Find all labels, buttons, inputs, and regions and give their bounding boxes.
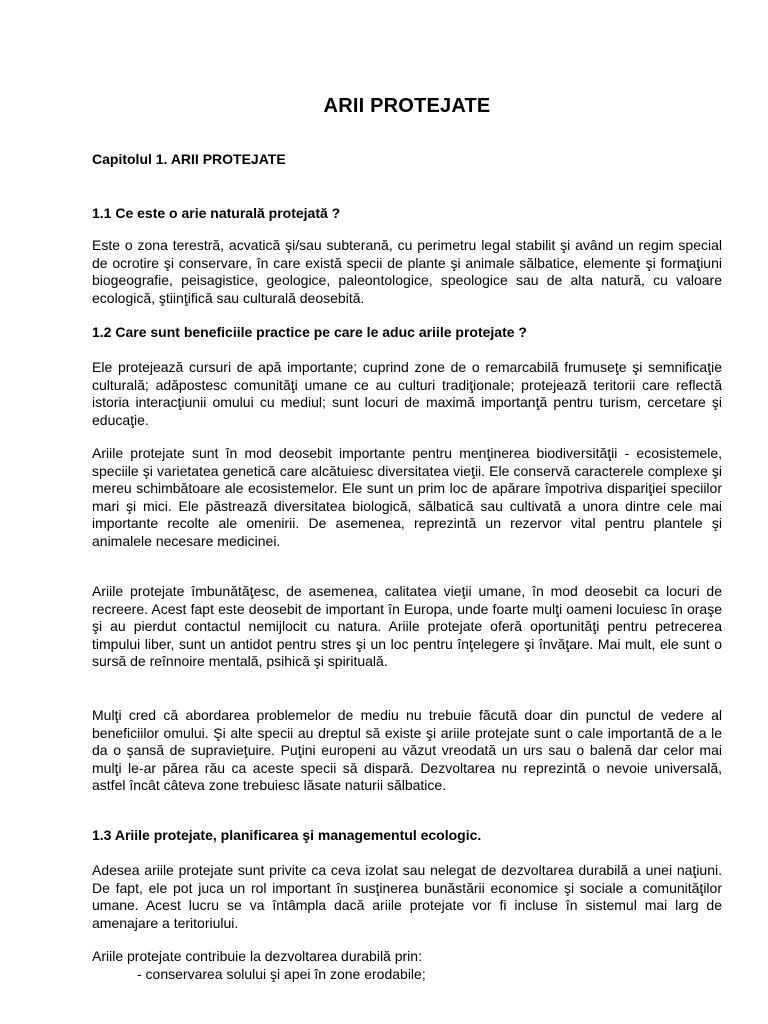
document-title: ARII PROTEJATE bbox=[323, 95, 491, 117]
section-1-2-paragraph-2: Ariile protejate sunt în mod deosebit importante pentru menţinerea biodiversităţii - ecosistemele, speciile şi varietatea genetică care alcătuiesc diversitatea vieţii. Ele conservă caracterele complexe şi mereu schimbătoare ale ecosistemelor. Ele sunt un prim loc de apărare împotriva dispariţiei speciilor mari şi mici. Ele păstrează diversitatea biologică, sălbatică sau cultivată a unora dintre cele mai importante recolte ale omenirii. De asemenea, reprezintă un rezervor vital pentru plantele şi animalele necesare medicinei. bbox=[92, 445, 722, 549]
section-1-3-heading: 1.3 Ariile protejate, planificarea şi managementul ecologic. bbox=[92, 827, 482, 843]
section-1-2-paragraph-3: Ariile protejate îmbunătăţesc, de asemenea, calitatea vieţii umane, în mod deosebit ca locuri de recreere. Acest fapt este deosebit de important în Europa, unde foarte mulţi oameni locuiesc în oraşe şi au pierdut contactul nemijlocit cu natura. Ariile protejate oferă oportunităţi pentru petrecerea timpului liber, sunt un antidot pentru stres şi un loc pentru înţelegere şi învăţare. Mai mult, ele sunt o sursă de reînnoire mentală, psihică şi spirituală. bbox=[92, 583, 722, 669]
section-1-2-paragraph-4: Mulţi cred că abordarea problemelor de mediu nu trebuie făcută doar din punctul de vedere al beneficiilor omului. Şi alte specii au dreptul să existe şi ariile protejate sunt o cale importantă de a le da o şansă de supravieţuire. Puţini europeni au văzut vreodată un urs sau o balenă dar celor mai mulţi le-ar părea rău ca aceste specii să dispară. Dezvoltarea nu reprezintă o nevoie universală, astfel încât câteva zone trebuiesc lăsate naturii sălbatice. bbox=[92, 707, 722, 793]
section-1-2-heading: 1.2 Care sunt beneficiile practice pe care le aduc ariile protejate ? bbox=[92, 324, 527, 340]
section-1-3-paragraph-2: Ariile protejate contribuie la dezvoltarea durabilă prin: bbox=[92, 948, 422, 964]
chapter-heading: Capitolul 1. ARII PROTEJATE bbox=[92, 151, 286, 167]
list-item: - conservarea solului şi apei în zone erodabile; bbox=[137, 966, 426, 982]
section-1-3-paragraph-1: Adesea ariile protejate sunt privite ca ceva izolat sau nelegat de dezvoltarea durabilă a unei naţiuni. De fapt, ele pot juca un rol important în susţinerea bunăstării economice şi sociale a comunităţilor umane. Acest lucru se va întâmpla dacă ariile protejate vor fi incluse în sistemul mai larg de amenajare a teritoriului. bbox=[92, 862, 722, 931]
section-1-1-paragraph: Este o zona terestră, acvatică şi/sau subterană, cu perimetru legal stabilit şi având un regim special de ocrotire şi conservare, în care există specii de plante şi animale sălbatice, elemente şi formaţiuni biogeografie, peisagistice, geologice, paleontologice, speologice sau de alta natură, cu valoare ecologică, ştiinţifică sau culturală deosebită. bbox=[92, 237, 722, 306]
section-1-2-paragraph-1: Ele protejează cursuri de apă importante; cuprind zone de o remarcabilă frumuseţe şi semnificaţie culturală; adăpostesc comunităţi umane ce au culturi tradiţionale; protejează teritorii care reflectă istoria interacţiunii omului cu mediul; sunt locuri de maximă importanţă pentru turism, cercetare şi educaţie. bbox=[92, 359, 722, 428]
section-1-1-heading: 1.1 Ce este o arie naturală protejată ? bbox=[92, 205, 341, 221]
